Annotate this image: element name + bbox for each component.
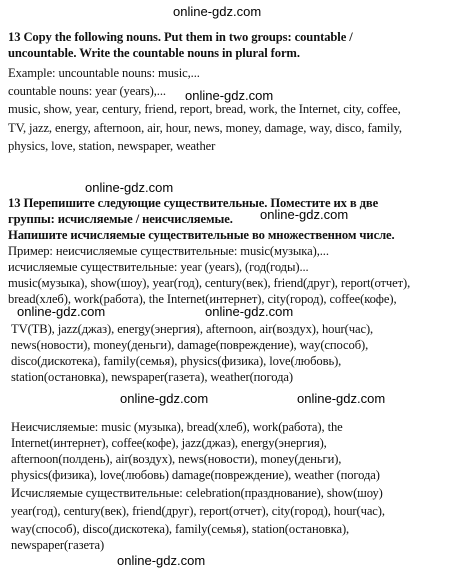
task-heading-ru: Напишите исчисляемые существительные во множественном числе. bbox=[8, 228, 395, 242]
task-text-en: countable nouns: year (years),... bbox=[8, 84, 166, 98]
task-text-en: physics, love, station, newspaper, weather bbox=[8, 139, 216, 153]
watermark: online-gdz.com bbox=[173, 4, 262, 19]
watermark: online-gdz.com bbox=[205, 304, 294, 319]
task-heading-en: uncountable. Write the countable nouns in plural form. bbox=[8, 46, 300, 60]
watermark: online-gdz.com bbox=[260, 207, 349, 222]
task-heading-en: 13 Copy the following nouns. Put them in two groups: countable / bbox=[8, 30, 353, 44]
watermark: online-gdz.com bbox=[185, 88, 274, 103]
watermark: online-gdz.com bbox=[120, 391, 209, 406]
task-text-ru: bread(хлеб), work(работа), the Internet(интернет), city(город), coffee(кофе), bbox=[8, 292, 397, 306]
answer-line: afternoon(полдень), air(воздух), news(новости), money(деньги), bbox=[11, 452, 342, 466]
answer-line: physics(физика), love(любовь) damage(повреждение), weather (погода) bbox=[11, 468, 380, 482]
task-text-ru: station(остановка), newspaper(газета), weather(погода) bbox=[11, 370, 293, 384]
answer-line: Исчисляемые существительные: celebration(празднование), show(шоу) bbox=[11, 486, 383, 500]
task-text-en: Example: uncountable nouns: music,... bbox=[8, 66, 200, 80]
task-text-ru: TV(ТВ), jazz(джаз), energy(энергия), afternoon, air(воздух), hour(час), bbox=[11, 322, 374, 336]
watermark: online-gdz.com bbox=[85, 180, 174, 195]
task-text-ru: disco(дискотека), family(семья), physics(физика), love(любовь), bbox=[11, 354, 342, 368]
watermark: online-gdz.com bbox=[117, 553, 206, 568]
task-text-en: music, show, year, century, friend, report, bread, work, the Internet, city, coffee, bbox=[8, 102, 401, 116]
task-text-ru: исчисляемые существительные: year (years), (год(годы)... bbox=[8, 260, 309, 274]
watermark: online-gdz.com bbox=[297, 391, 386, 406]
answer-line: Неисчисляемые: music (музыка), bread(хлеб), work(работа), the bbox=[11, 420, 343, 434]
answer-line: newspaper(газета) bbox=[11, 538, 105, 552]
answer-line: way(способ), disco(дискотека), family(семья), station(остановка), bbox=[11, 522, 350, 536]
task-heading-ru: группы: исчисляемые / неисчисляемые. bbox=[8, 212, 233, 226]
task-heading-ru: 13 Перепишите следующие существительные. Поместите их в две bbox=[8, 196, 379, 210]
answer-line: year(год), century(век), friend(друг), report(отчет), city(город), hour(час), bbox=[11, 504, 385, 518]
task-text-ru: Пример: неисчисляемые существительные: music(музыка),... bbox=[8, 244, 329, 258]
task-text-ru: news(новости), money(деньги), damage(повреждение), way(способ), bbox=[11, 338, 369, 352]
task-text-en: TV, jazz, energy, afternoon, air, hour, news, money, damage, way, disco, family, bbox=[8, 121, 402, 135]
watermark: online-gdz.com bbox=[17, 304, 106, 319]
task-text-ru: music(музыка), show(шоу), year(год), century(век), friend(друг), report(отчет), bbox=[8, 276, 411, 290]
answer-line: Internet(интернет), coffee(кофе), jazz(джаз), energy(энергия), bbox=[11, 436, 327, 450]
